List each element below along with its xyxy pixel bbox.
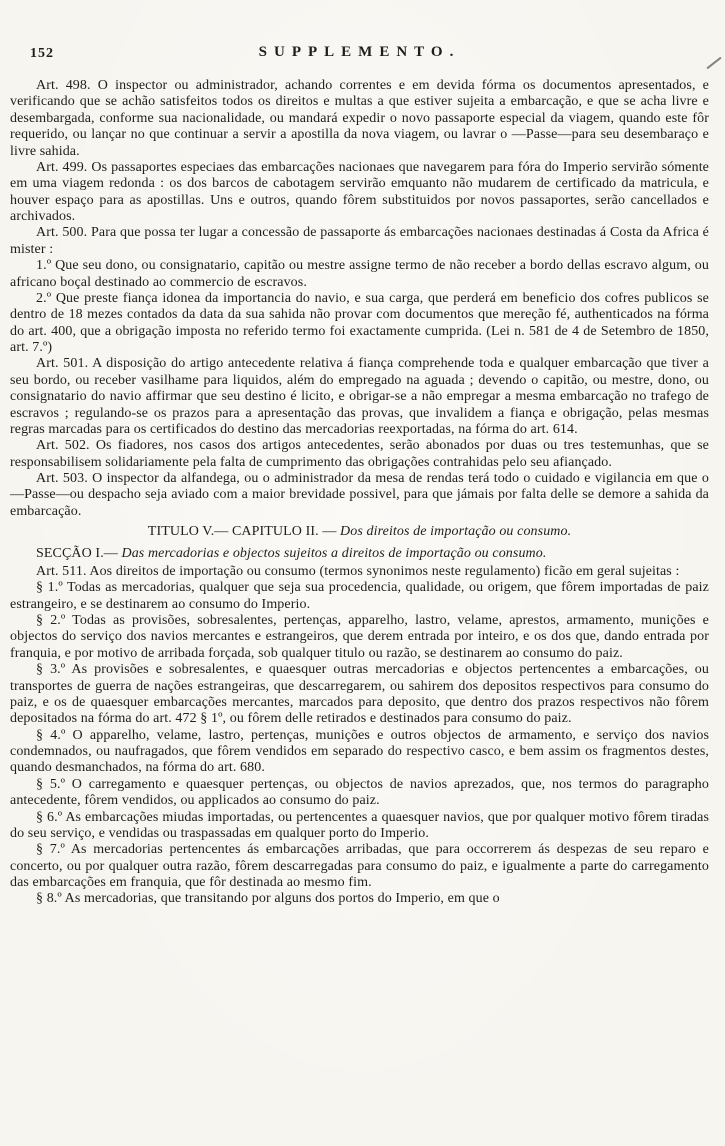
paragraph-section-4: § 4.º O apparelho, velame, lastro, pertenças, munições e outros objectos de armamento, e serviço dos navios condemnados, ou naufragados, que fôrem vendidos em separado do respectivo casco, e bem assim os fragmentos destes, quando desmanchados, na fórma do art. 680. [10,727,709,776]
seccao-heading-label: SECÇÃO I.— [36,545,122,561]
seccao-heading [10,544,709,564]
paragraph-section-3: § 3.º As provisões e sobresalentes, e quaesquer outras mercadorias e objectos pertencentes a embarcações, ou transportes de guerra de nações estrangeiras, que descarregarem, ou sahirem dos depositos respectivos para consumo do paiz, e os de quaesquer embarcações mercantes, marcados para deposito, que dentro dos prazos respectivos não fôrem depositados na fórma do art. 472 § 1º, ou fôrem delle retirados e destinados para consumo do paiz. [10,662,709,727]
titulo-heading [10,520,709,543]
paragraph-art-500: Art. 500. Para que possa ter lugar a concessão de passaporte ás embarcações nacionaes destinadas á Costa da Africa é mister : [10,225,709,257]
paragraph-section-8: § 8.º As mercadorias, que transitando por alguns dos portos do Imperio, em que o [36,891,500,907]
paragraph-art-500-item-1: 1.º Que seu dono, ou consignatario, capitão ou mestre assigne termo de não receber a bordo dellas escravo algum, ou africano boçal destinado ao commercio de escravos. [10,258,709,290]
text-body [10,78,709,908]
paragraph-section-6: § 6.º As embarcações miudas importadas, ou pertencentes a quaesquer navios, que por qualquer motivo fôrem tiradas do seu serviço, e vendidas ou traspassadas em qualquer porto do Imperio. [10,809,709,841]
paragraph-art-500-item-2: 2.º Que preste fiança idonea da importancia do navio, e sua carga, que perderá em beneficio dos cofres publicos se dentro de 18 mezes contados da data da sua sahida não provar com documentos que mereção fé, authenticados na fórma do art. 400, que a obrigação imposta no referido termo foi exactamente cumprida. (Lei n. 581 de 4 de Setembro de 1850, art. 7.º) [10,290,709,355]
paragraph-section-1: § 1.º Todas as mercadorias, qualquer que seja sua procedencia, qualidade, ou origem, que fôrem importadas de paiz estrangeiro, e se destinarem ao consumo do Imperio. [10,580,709,612]
paragraph-section-2: § 2.º Todas as provisões, sobresalentes, pertenças, apparelho, lastro, velame, aprestos, armamento, munições e objectos do serviço dos navios mercantes e estrangeiros, que derem entrada por inteiro, e os dos que, dando entrada por franquia, e por motivo de arribada forçada, sob qualquer titulo ou razão, se destinarem ao consumo do paiz. [10,613,709,661]
page-number: 152 [30,46,54,61]
paragraph-art-511: Art. 511. Aos direitos de importação ou consumo (termos synonimos neste regulamento) ficão em geral sujeitas : [36,563,680,579]
paragraph-section-5: § 5.º O carregamento e quaesquer pertenças, ou objectos de navios aprezados, que, nos termos do paragrapho antecedente, fôrem vendidos, ou applicados ao consumo do paiz. [10,776,709,809]
titulo-heading-title: Dos direitos de importação ou consumo. [340,524,572,540]
page-title: SUPPLEMENTO. [258,44,461,60]
page-header [10,44,709,66]
paragraph-art-498: Art. 498. O inspector ou administrador, achando correntes e em devida fórma os documentos apresentados, e verificando que se achão satisfeitos todos os direitos e multas a que estiver sujeita a embarcação, e que se acha livre e desembargada, conforme sua nacionalidade, ou mandará expedir o novo passaporte especial da viagem, quando este fôr requerido, ou lançar no que continuar a servir a apostilla da nova viagem, ou lavrar o —Passe—para seu desembaraço e livre sahida. [10,78,709,159]
paragraph-art-502: Art. 502. Os fiadores, nos casos dos artigos antecedentes, serão abonados por duas ou tres testemunhas, que se responsabilisem solidariamente pela falta de cumprimento das obrigações contrahidas pelo seu afiançado. [10,438,709,470]
titulo-heading-label: TITULO V.— CAPITULO II. — [147,524,341,540]
paragraph-section-7: § 7.º As mercadorias pertencentes ás embarcações arribadas, que para occorrerem ás despezas de seu reparo e concerto, ou por qualquer outra razão, fôrem descarregadas para consumo do paiz, e igualmente a parte do carregamento das embarcações em franquia, que fôr destinada ao mesmo fim. [10,842,709,890]
seccao-heading-title: Das mercadorias e objectos sujeitos a direitos de importação ou consumo. [121,545,547,561]
paragraph-art-503: Art. 503. O inspector da alfandega, ou o administrador da mesa de rendas terá todo o cuidado e vigilancia em que o —Passe—ou despacho seja aviado com a maior brevidade possivel, para que jámais por falta delle se demore a sahida da embarcação. [10,471,709,519]
paragraph-art-499: Art. 499. Os passaportes especiaes das embarcações nacionaes que navegarem para fóra do Imperio servirão sómente em uma viagem redonda : os dos barcos de cabotagem servirão emquanto não mudarem de certificado da matricula, e houver espaço para as apostillas. Uns e outros, quando fôrem substituidos por novos passaportes, serão cancellados e archivados. [10,159,709,224]
paragraph-art-501: Art. 501. A disposição do artigo antecedente relativa á fiança comprehende toda e qualquer embarcação que tiver a seu bordo, ou receber vasilhame para liquidos, além do empregado na aguada ; devendo o capitão, ou mestre, dono, ou consignatario do navio affirmar que seu destino é licito, e obrigar-se a não empregar a mesma embarcação no trafego de escravos ; regulando-se os prazos para a apresentação das provas, que invalidem a fiança e obrigação, pelas mesmas regras marcadas para os certificados do destino das mercadorias reexportadas, na fórma do art. 614. [10,356,709,437]
